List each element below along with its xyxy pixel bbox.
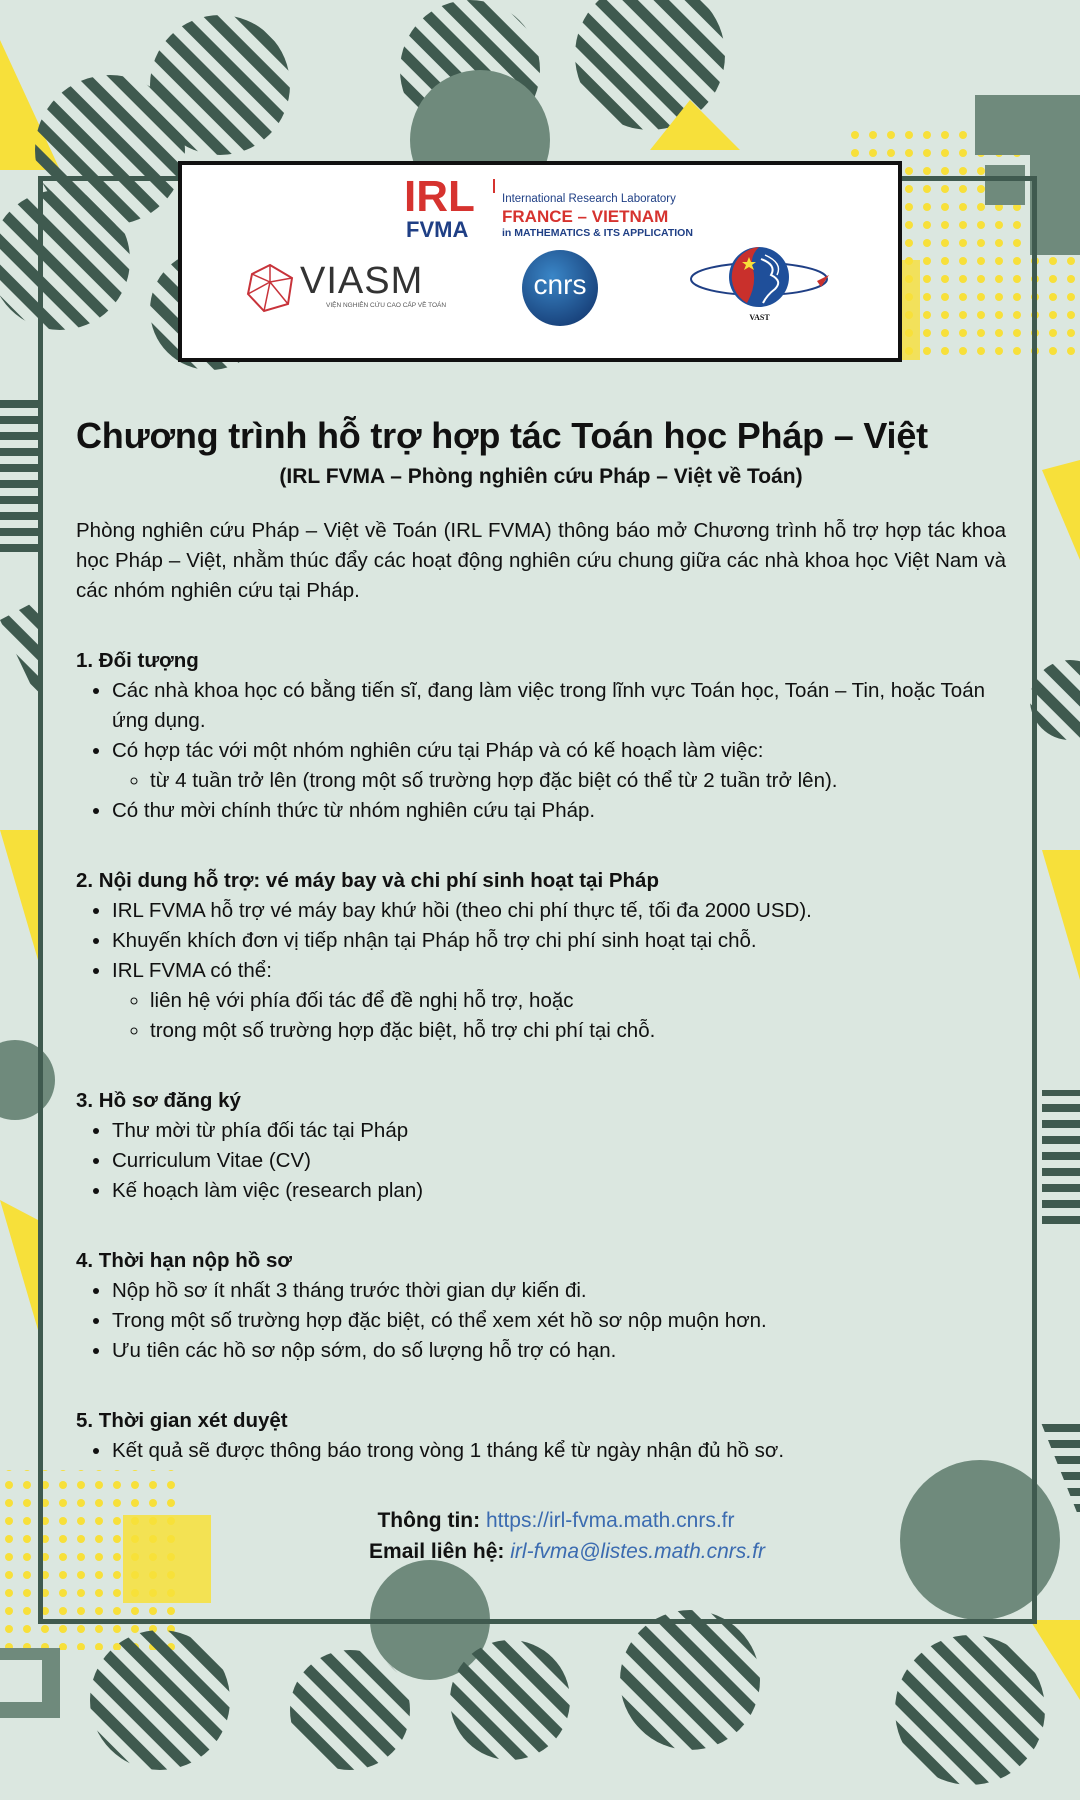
list-item-text: Các nhà khoa học có bằng tiến sĩ, đang làm việc trong lĩnh vực Toán học, Toán – Tin, hoặc Toán ứng dụng. — [112, 679, 986, 732]
irl-line-1: International Research Laboratory — [502, 193, 676, 205]
list-item — [112, 1146, 1006, 1176]
cnrs-name: cnrs — [533, 269, 587, 300]
list-item — [112, 896, 1006, 926]
list-item-text: Kết quả sẽ được thông báo trong vòng 1 tháng kể từ ngày nhận đủ hồ sơ. — [112, 1439, 785, 1462]
list-item — [112, 1306, 1006, 1336]
list-item-text: IRL FVMA hỗ trợ vé máy bay khứ hồi (theo chi phí thực tế, tối đa 2000 USD). — [112, 899, 812, 922]
list-item — [112, 1276, 1006, 1306]
section-title: 5. Thời gian xét duyệt — [76, 1409, 288, 1432]
contact-block — [0, 1505, 1080, 1567]
vast-name: VAST — [749, 313, 770, 322]
list-item-text: Khuyến khích đơn vị tiếp nhận tại Pháp hỗ trợ chi phí sinh hoạt tại chỗ. — [112, 929, 757, 952]
partner-logos-panel — [178, 161, 902, 362]
viasm-logo — [244, 260, 447, 320]
sub-list-item: ◦ liên hệ với phía đối tác để đề nghị hỗ trợ, hoặc — [150, 986, 1006, 1016]
irl-line-3: in MATHEMATICS & ITS APPLICATION — [502, 227, 693, 239]
list-item — [112, 736, 1006, 796]
info-label: Thông tin: — [377, 1509, 481, 1532]
viasm-polyhedron-icon — [244, 262, 296, 314]
section-title: 4. Thời hạn nộp hồ sơ — [76, 1249, 292, 1272]
section-2 — [76, 866, 1006, 1046]
list-item-text: Curriculum Vitae (CV) — [112, 1149, 311, 1172]
list-item-text: Trong một số trường hợp đặc biệt, có thể xem xét hồ sơ nộp muộn hơn. — [112, 1309, 767, 1332]
list-item — [112, 926, 1006, 956]
section-list — [76, 896, 1006, 1046]
sub-list-item: ◦ trong một số trường hợp đặc biệt, hỗ trợ chi phí tại chỗ. — [150, 1016, 1006, 1046]
viasm-sub: VIỆN NGHIÊN CỨU CAO CẤP VỀ TOÁN — [326, 302, 447, 309]
contact-email-row — [0, 1536, 1080, 1567]
contact-info-row — [0, 1505, 1080, 1536]
section-3 — [76, 1086, 1006, 1206]
list-item — [112, 796, 1006, 826]
sub-list — [112, 766, 1006, 796]
list-item-text: Ưu tiên các hồ sơ nộp sớm, do số lượng hỗ trợ có hạn. — [112, 1339, 617, 1362]
section-list — [76, 1276, 1006, 1366]
announcement-content — [76, 412, 1006, 1466]
list-item-text: Có hợp tác với một nhóm nghiên cứu tại Pháp và có kế hoạch làm việc: — [112, 739, 764, 762]
cnrs-logo — [522, 250, 598, 326]
section-title: 2. Nội dung hỗ trợ: vé máy bay và chi phí sinh hoạt tại Pháp — [76, 869, 659, 892]
fvma-mark: FVMA — [406, 217, 469, 242]
sub-list-item: ◦ từ 4 tuần trở lên (trong một số trường hợp đặc biệt có thể từ 2 tuần trở lên). — [150, 766, 1006, 796]
section-5 — [76, 1406, 1006, 1466]
section-title: 3. Hồ sơ đăng ký — [76, 1089, 241, 1112]
sub-list — [112, 986, 1006, 1046]
sections-container — [76, 646, 1006, 1466]
list-item — [112, 956, 1006, 1046]
list-item-text: Có thư mời chính thức từ nhóm nghiên cứu tại Pháp. — [112, 799, 596, 822]
list-item-text: Nộp hồ sơ ít nhất 3 tháng trước thời gian dự kiến đi. — [112, 1279, 587, 1302]
section-4 — [76, 1246, 1006, 1366]
list-item — [112, 1116, 1006, 1146]
list-item — [112, 1436, 1006, 1466]
list-item-text: IRL FVMA có thể: — [112, 959, 272, 982]
list-item — [112, 1336, 1006, 1366]
intro-paragraph: Phòng nghiên cứu Pháp – Việt về Toán (IRL FVMA) thông báo mở Chương trình hỗ trợ hợp tác khoa học Pháp – Việt, nhằm thúc đẩy các hoạt động nghiên cứu chung giữa các nhà khoa học Việt Nam và các nhóm nghiên cứu tại Pháp. — [76, 519, 1006, 602]
list-item — [112, 676, 1006, 736]
section-list — [76, 676, 1006, 826]
section-list — [76, 1116, 1006, 1206]
irl-line-2: FRANCE – VIETNAM — [502, 207, 669, 226]
irl-mark: IRL — [404, 172, 475, 221]
section-list — [76, 1436, 1006, 1466]
page-subtitle: (IRL FVMA – Phòng nghiên cứu Pháp – Việt về Toán) — [279, 465, 803, 488]
email-label: Email liên hệ: — [369, 1540, 505, 1563]
vast-logo — [687, 245, 832, 335]
viasm-name: VIASM — [300, 260, 424, 302]
page-title: Chương trình hỗ trợ hợp tác Toán học Pháp – Việt — [76, 415, 928, 456]
email-link[interactable]: irl-fvma@listes.math.cnrs.fr — [510, 1540, 765, 1563]
section-title: 1. Đối tượng — [76, 649, 199, 672]
list-item-text: Thư mời từ phía đối tác tại Pháp — [112, 1119, 409, 1142]
info-link[interactable]: https://irl-fvma.math.cnrs.fr — [485, 1509, 735, 1532]
irl-fvma-logo — [404, 172, 704, 247]
list-item — [112, 1176, 1006, 1206]
list-item-text: Kế hoạch làm việc (research plan) — [112, 1179, 424, 1202]
section-1 — [76, 646, 1006, 826]
